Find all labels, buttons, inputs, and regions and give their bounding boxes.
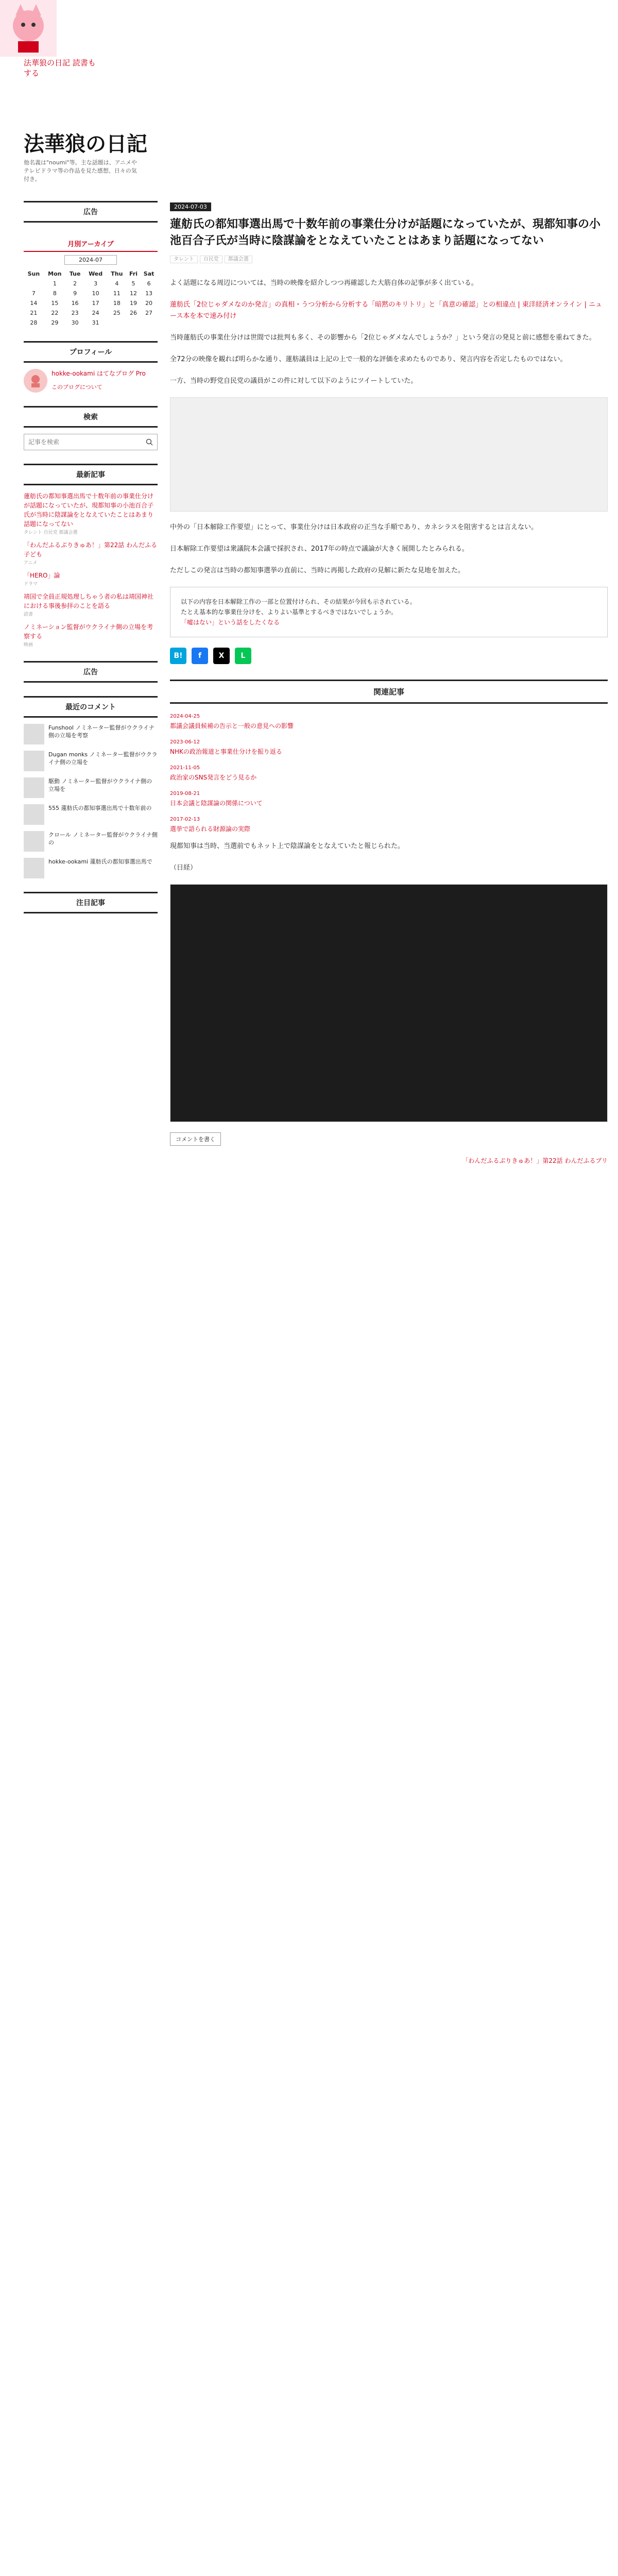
site-header	[0, 0, 618, 182]
paragraph: 現都知事は当時、当選前でもネット上で陰謀論をとなえていたと報じられた。	[170, 842, 405, 850]
recent-article-link[interactable]: 蓮舫氏の都知事選出馬で十数年前の事業仕分けが話題になっていたが、現都知事の小池百合子氏が当時に陰謀論をとなえていたことはあまり話題になってない	[24, 493, 154, 528]
calendar-day[interactable]: 18	[113, 300, 121, 307]
comment-item[interactable]	[24, 724, 158, 744]
x-icon[interactable]: X	[213, 648, 230, 664]
sidebar	[24, 201, 158, 927]
ad-box-2	[24, 661, 158, 683]
weekday-header: Mon	[48, 270, 62, 277]
weekday-header: Tue	[69, 270, 81, 277]
calendar-day[interactable]: 14	[30, 300, 38, 307]
commenter-avatar	[24, 831, 44, 852]
calendar-day[interactable]: 19	[130, 300, 137, 307]
calendar-day	[107, 318, 127, 328]
calendar-day[interactable]: 26	[130, 310, 137, 316]
calendar-day[interactable]: 4	[115, 280, 119, 287]
post-title[interactable]: 蓮舫氏の都知事選出馬で十数年前の事業仕分けが話題になっていたが、現都知事の小池百合子氏が当時に陰謀論をとなえていたことはあまり話題になってない	[170, 218, 601, 247]
recent-comments-box	[24, 696, 158, 878]
ad-title: 広告	[24, 201, 158, 223]
search-title: 検索	[24, 406, 158, 428]
paragraph: 中外の「日本解除工作要望」にとって、事業仕分けは日本政府の正当な手順であり、カネシラスを阻害するとは言えない。	[170, 523, 538, 531]
related-date: 2017-02-13	[170, 817, 200, 822]
commenter-avatar	[24, 724, 44, 744]
calendar-day[interactable]: 22	[51, 310, 59, 316]
comment-item[interactable]	[24, 777, 158, 798]
comment-item[interactable]	[24, 804, 158, 825]
source-note: （日経）	[170, 864, 197, 872]
book-cover[interactable]	[170, 884, 608, 1122]
post-tags	[170, 255, 608, 262]
comment-item[interactable]	[24, 751, 158, 771]
quote-text: 以下の内容を日本解除工作の一部と位置付けられ、その結果が今回も示されている。	[181, 598, 416, 605]
recent-article-meta: 映画	[24, 642, 33, 648]
comment-button[interactable]: コメントを書く	[170, 1132, 221, 1146]
related-date: 2024-04-25	[170, 714, 200, 719]
site-subtitle[interactable]: 法華狼の日記 読書もする	[24, 58, 96, 78]
related-item[interactable]	[170, 738, 608, 756]
prev-post-link[interactable]: 「わんだふるぷりきゅあ！」第22話 わんだふるプリ	[462, 1157, 608, 1164]
paragraph: よく話題になる周辺については、当時の映像を紹介しつつ再確認した大筋自体の記事が多く出ている。	[170, 279, 478, 287]
related-item[interactable]	[170, 789, 608, 808]
site-description: 他名義は"noumi"等。主な話題は、アニメやテレビドラマ等の作品を見た感想、日々の気付き。	[24, 159, 138, 182]
embedded-tweet[interactable]	[170, 397, 608, 512]
blockquote	[170, 587, 608, 637]
calendar-day	[140, 318, 158, 328]
recent-articles-box	[24, 464, 158, 648]
comment-text: Dugan monks ノミネーター監督がウクライナ側の立場を	[48, 751, 158, 766]
comment-text: 555 蓮舫氏の都知事選出馬で十数年前の	[48, 805, 152, 811]
calendar-day[interactable]: 20	[145, 300, 153, 307]
calendar-day	[127, 318, 140, 328]
line-icon[interactable]: L	[235, 648, 251, 664]
search-icon[interactable]	[142, 434, 157, 450]
profile-title: プロフィール	[24, 341, 158, 363]
site-title[interactable]: 法華狼の日記	[24, 132, 147, 156]
recent-article-link[interactable]: 「HERO」論	[24, 572, 60, 579]
tag[interactable]: タレント	[170, 256, 198, 263]
ad-box	[24, 201, 158, 223]
weekday-header: Sat	[143, 270, 154, 277]
search-input[interactable]	[24, 434, 142, 450]
recent-article-meta: ドラマ	[24, 582, 38, 587]
search-box	[24, 406, 158, 450]
calendar-day[interactable]: 27	[145, 310, 153, 316]
weekday-header: Wed	[89, 270, 103, 277]
tag[interactable]: 自民党	[200, 256, 222, 263]
popular-title: 注目記事	[24, 892, 158, 913]
month-select[interactable]: 2024-07	[64, 255, 117, 265]
paragraph: 全72分の映像を観れば明らかな通り、蓮舫議員は上記の上で一般的な評価を求めたものであり、発言内容を否定したものではない。	[170, 355, 567, 363]
recent-article-meta: タレント 自民党 都議会選	[24, 530, 78, 535]
profile-name[interactable]: hokke-ookami はてなブログ Pro	[52, 370, 146, 377]
related-item[interactable]	[170, 712, 608, 731]
calendar-day[interactable]: 11	[113, 290, 121, 297]
calendar-day[interactable]: 17	[92, 300, 99, 307]
recent-article-link[interactable]: 「わんだふるぷりきゅあ！」第22話 わんだふる子ども	[24, 541, 158, 558]
main-content	[170, 201, 608, 1175]
comment-item[interactable]	[24, 858, 158, 878]
post-date[interactable]: 2024-07-03	[170, 202, 211, 211]
calendar-day[interactable]: 30	[71, 319, 79, 326]
comments-title: 最近のコメント	[24, 696, 158, 718]
site-logo[interactable]	[0, 0, 57, 57]
recent-article-link[interactable]: ノミネーション監督がウクライナ側の立場を考察する	[24, 623, 153, 640]
calendar-day[interactable]: 21	[30, 310, 38, 316]
calendar-day[interactable]: 8	[53, 290, 57, 297]
share-buttons	[170, 648, 608, 664]
ad2-title: 広告	[24, 661, 158, 683]
hatena-bookmark-icon[interactable]: B!	[170, 648, 186, 664]
paragraph: 日本解除工作要望は衆議院本会議で採択され、2017年の時点で議論が大きく展開したとみられる。	[170, 545, 469, 553]
calendar-day[interactable]: 23	[71, 310, 79, 316]
paragraph: 当時蓮舫氏の事業仕分けは世間では批判も多く、その影響から「2位じゃダメなんでしょうか？」という発言の発見と前に感想を重ねてきた。	[170, 334, 596, 342]
related-title[interactable]: 政治家のSNS発言をどう見るか	[170, 774, 257, 781]
calendar-day[interactable]: 16	[71, 300, 79, 307]
comment-item[interactable]	[24, 831, 158, 852]
related-date: 2021-11-05	[170, 765, 200, 771]
calendar-day[interactable]: 1	[53, 280, 57, 287]
recent-article-meta: アニメ	[24, 561, 38, 566]
calendar-day[interactable]: 13	[145, 290, 153, 297]
calendar-day[interactable]: 6	[147, 280, 151, 287]
comment-text: 駆動 ノミネーター監督がウクライナ側の立場を	[48, 778, 152, 792]
related-item[interactable]	[170, 764, 608, 782]
profile-box	[24, 341, 158, 393]
related-date: 2023-06-12	[170, 739, 200, 745]
calendar-day[interactable]: 12	[130, 290, 137, 297]
calendar-day	[24, 279, 44, 289]
facebook-icon[interactable]: f	[192, 648, 208, 664]
calendar-day[interactable]: 3	[94, 280, 98, 287]
calendar-day[interactable]: 31	[92, 319, 99, 326]
related-title[interactable]: 選挙で語られる財源論の実際	[170, 825, 251, 833]
calendar-day[interactable]: 7	[31, 290, 36, 297]
related-title[interactable]: 都議会議員候補の告示と一般の意見への影響	[170, 722, 294, 730]
calendar-day[interactable]: 24	[92, 310, 99, 316]
pager	[170, 1156, 608, 1165]
recent-article-meta: 読書	[24, 612, 33, 617]
calendar-day[interactable]: 25	[113, 310, 121, 316]
calendar-title: 月別アーカイブ	[24, 236, 158, 252]
tag[interactable]: 都議会選	[225, 256, 252, 263]
comment-text: hokke-ookami 蓮舫氏の都知事選出馬で	[48, 858, 152, 865]
related-title[interactable]: 日本会議と陰謀論の関係について	[170, 800, 263, 807]
comment-text: Funshool ノミネーター監督がウクライナ側の立場を考察	[48, 724, 155, 739]
quote-text: たとえ基本的な事業仕分けを、よりよい基準とするべきではないでしょうか。	[181, 608, 398, 616]
calendar-box	[24, 236, 158, 328]
paragraph: 一方、当時の野党自民党の議員がこの件に対して以下のようにツイートしていた。	[170, 377, 418, 385]
weekday-header: Sun	[27, 270, 40, 277]
calendar-table	[24, 269, 158, 328]
avatar[interactable]	[24, 369, 47, 393]
calendar-day[interactable]: 15	[51, 300, 59, 307]
commenter-avatar	[24, 804, 44, 825]
calendar-day[interactable]: 5	[131, 280, 135, 287]
related-title[interactable]: NHKの政治報道と事業仕分けを振り返る	[170, 748, 282, 755]
related-item[interactable]	[170, 815, 608, 834]
calendar-day[interactable]: 10	[92, 290, 99, 297]
quote-link[interactable]: 「嘘はない」という話をしたくなる	[181, 619, 280, 626]
calendar-day[interactable]: 28	[30, 319, 38, 326]
commenter-avatar	[24, 777, 44, 798]
paragraph: ただしこの発言は当時の都知事選挙の直前に、当時に再掲した政府の見解に新たな見地を加えた。	[170, 567, 465, 574]
popular-box	[24, 892, 158, 913]
commenter-avatar	[24, 858, 44, 878]
calendar-day[interactable]: 9	[73, 290, 77, 297]
commenter-avatar	[24, 751, 44, 771]
recent-title: 最新記事	[24, 464, 158, 485]
article-link[interactable]: 蓮舫氏「2位じゃダメなのか発言」の真相・うつ分析から分析する「暗黙のキリトリ」と「真意の確認」との相違点 | 東洋経済オンライン | ニュース本を本で速み付け	[170, 301, 603, 320]
related-title: 関連記事	[170, 680, 608, 704]
related-date: 2019-08-21	[170, 791, 200, 796]
weekday-header: Fri	[129, 270, 138, 277]
calendar-day[interactable]: 29	[51, 319, 59, 326]
weekday-header: Thu	[111, 270, 123, 277]
calendar-day[interactable]: 2	[73, 280, 77, 287]
about-link[interactable]: このブログについて	[52, 384, 102, 391]
comment-text: クロール ノミネーター監督がウクライナ側の	[48, 832, 158, 846]
recent-article-link[interactable]: 靖国で全員正規処理しちゃう者の私は靖国神社における事後参拝のことを語る	[24, 593, 154, 609]
